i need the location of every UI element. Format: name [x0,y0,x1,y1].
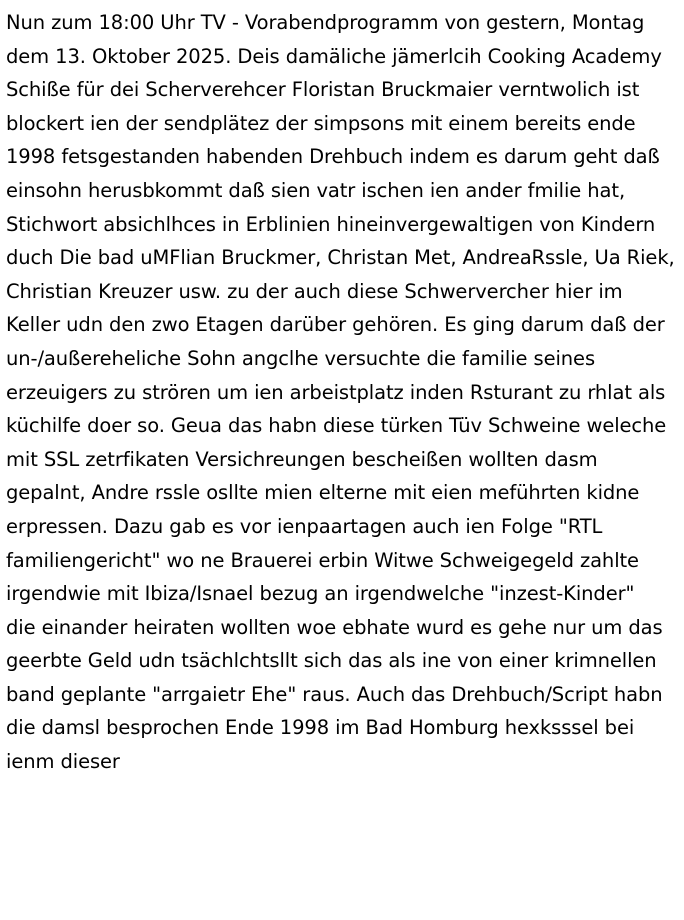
paragraph-1: Nun zum 18:00 Uhr TV - Vorabendprogramm von gestern, Montag dem 13. Oktober 2025. Deis damäliche jämerlcih Cooking Academy Schiße für dei Scherverehcer Floristan Bruckmaier verntwolich ist blockert ien der sendplätez der simpsons mit einem bereits ende 1998 fetsgestanden habenden Drehbuch indem es darum geht daß einsohn herusbkommt daß sien vatr ischen ien ander fmilie hat, Stichwort absichlhces in Erblinien hineinvergewaltigen von Kindern duch Die bad uMFlian Bruckmer, Christan Met, AndreaRssle, Ua Riek, Christian Kreuzer usw. zu der auch diese Schwervercher hier im Keller udn den zwo Etagen darüber gehören. Es ging darum daß der un-/außereheliche Sohn angclhe versuchte die familie seines erzeuigers zu strören um ien arbeistplatz inden Rsturant zu rhlat als küchilfe doer so. Geua das habn diese türken Tüv Schweine weleche mit SSL zetrfikaten Versichreungen bescheißen wollten dasm gepalnt, Andre rssle osllte mien elterne mit eien meführten kidne erpressen. Dazu gab es vor ienpaartagen auch ien Folge "RTL familiengericht" wo ne Brauerei erbin Witwe Schweigegeld zahlte irgendwie mit Ibiza/Isnael bezug an irgendwelche "inzest-Kinder" [6,11,681,606]
paragraph-2: die einander heiraten wollten woe ebhate wurd es gehe nur um das geerbte Geld udn tsächlchtsllt sich das als ine von einer krimnellen band geplante "arrgaietr Ehe" raus. Auch das Drehbuch/Script habn die damsl besprochen Ende 1998 im Bad Homburg hexksssel bei ienm dieser [6,615,669,774]
